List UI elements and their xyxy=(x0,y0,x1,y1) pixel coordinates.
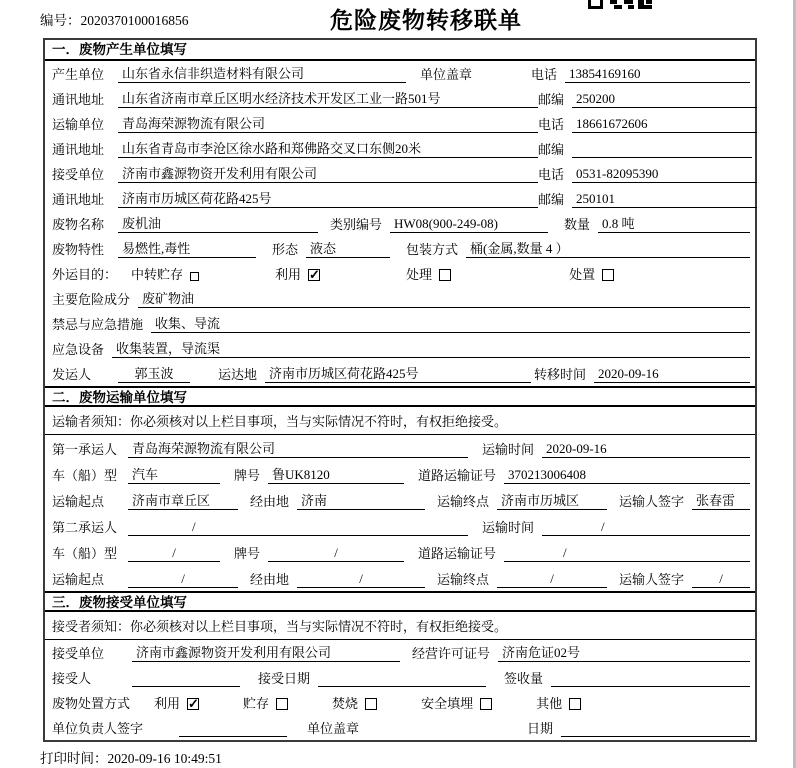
producer-value: 山东省永信非织造材料有限公司 xyxy=(118,66,406,83)
trait-value: 易燃性,毒性 xyxy=(118,241,256,258)
route1-row xyxy=(45,487,755,513)
acceptor-label: 接受人 xyxy=(52,671,92,686)
plate1-label: 牌号 xyxy=(234,468,261,483)
address3-value: 济南市历城区荷花路425号 xyxy=(118,191,538,208)
zip2-value xyxy=(572,141,752,158)
address1-value: 山东省济南市章丘区明水经济技术开发区工业一路501号 xyxy=(118,91,538,108)
section-transporter xyxy=(45,386,755,591)
address2-value: 山东省青岛市李沧区徐水路和郑佛路交叉口东侧20米 xyxy=(118,141,538,158)
receiver-address-row xyxy=(45,186,755,211)
transporter-notice-label: 运输者须知： xyxy=(52,414,131,429)
disposal-incinerate-label: 焚烧 xyxy=(332,696,359,711)
disposal-landfill-label: 安全填埋 xyxy=(421,696,474,711)
vehicle1-label: 车（船）型 xyxy=(52,468,118,483)
waste-name-row xyxy=(45,211,755,236)
transfer-date-value: 2020-09-16 xyxy=(594,366,750,383)
equipment-label: 应急设备 xyxy=(52,342,105,357)
unit-seal-label: 单位盖章 xyxy=(420,67,473,82)
receiver-value: 济南市鑫源物资开发利用有限公司 xyxy=(118,166,538,183)
sign2-value: / xyxy=(692,571,750,588)
section-receiver xyxy=(45,591,755,740)
transporter-value: 青岛海荣源物流有限公司 xyxy=(118,116,538,133)
purpose-dispose-checkbox xyxy=(602,269,614,281)
purpose-treat-label: 处理 xyxy=(406,267,433,282)
manager-sign-value xyxy=(179,720,287,737)
transporter-label: 运输单位 xyxy=(52,117,105,132)
state-value: 液态 xyxy=(306,241,390,258)
purpose-dispose-label: 处置 xyxy=(569,267,596,282)
accept-date-value xyxy=(318,670,486,687)
hazard-value: 废矿物油 xyxy=(138,291,750,308)
address1-label: 通讯地址 xyxy=(52,92,105,107)
shipper-value: 郭玉波 xyxy=(118,366,190,383)
carrier2-label: 第二承运人 xyxy=(52,520,118,535)
purpose-treat-checkbox xyxy=(439,269,451,281)
address3-label: 通讯地址 xyxy=(52,192,105,207)
vehicle1-value: 汽车 xyxy=(128,467,220,484)
packaging-label: 包装方式 xyxy=(406,242,459,257)
origin2-value: / xyxy=(128,571,238,588)
purpose-option-dispose xyxy=(569,266,614,283)
disposal-method-row xyxy=(45,690,755,715)
time1-value: 2020-09-16 xyxy=(542,441,750,458)
document-header xyxy=(0,0,796,38)
origin2-label: 运输起点 xyxy=(52,572,105,587)
hazard-label: 主要危险成分 xyxy=(52,292,131,307)
permit2-label: 道路运输证号 xyxy=(418,546,497,561)
qr-code-fragment-icon xyxy=(588,0,652,9)
signed-qty-label: 签收量 xyxy=(504,671,544,686)
manager-sign-row xyxy=(45,715,755,740)
producer-row xyxy=(45,61,755,86)
origin1-value: 济南市章丘区 xyxy=(128,493,238,510)
shipper-label: 发运人 xyxy=(52,367,92,382)
disposal-option-store xyxy=(243,695,288,712)
waste-trait-row xyxy=(45,236,755,261)
section-producer xyxy=(45,40,755,386)
receiver-notice-label: 接受者须知： xyxy=(52,619,131,634)
plate2-label: 牌号 xyxy=(234,546,261,561)
print-time xyxy=(40,747,796,767)
time2-label: 运输时间 xyxy=(482,520,535,535)
time2-value: / xyxy=(542,519,750,536)
via2-label: 经由地 xyxy=(250,572,290,587)
signed-qty-value xyxy=(551,670,750,687)
producer-address-row xyxy=(45,86,755,111)
purpose-label: 外运目的： xyxy=(52,267,118,282)
section3-title: 三．废物接受单位填写 xyxy=(45,591,755,612)
via1-value: 济南 xyxy=(297,493,425,510)
disposal-landfill-checkbox xyxy=(480,698,492,710)
transporter-address-row xyxy=(45,136,755,161)
purpose-transit-label: 中转贮存 xyxy=(131,267,184,282)
receiver-notice-row xyxy=(45,612,755,640)
via2-value: / xyxy=(297,571,425,588)
manifest-form xyxy=(43,38,757,742)
page-title: 危险废物转移联单 xyxy=(330,7,522,33)
transporter-row xyxy=(45,111,755,136)
taboo-value: 收集、导流 xyxy=(151,316,750,333)
section2-title: 二．废物运输单位填写 xyxy=(45,386,755,407)
transfer-purpose-row xyxy=(45,261,755,286)
license-label: 经营许可证号 xyxy=(412,646,491,661)
acceptor-row xyxy=(45,665,755,690)
serial-number xyxy=(40,9,189,29)
category-value: HW08(900-249-08) xyxy=(390,216,548,233)
vehicle1-row xyxy=(45,461,755,487)
phone1-value: 13854169160 xyxy=(565,66,750,83)
accept-unit-value: 济南市鑫源物资开发利用有限公司 xyxy=(132,645,400,662)
time1-label: 运输时间 xyxy=(482,442,535,457)
waste-name-value: 废机油 xyxy=(118,216,318,233)
section1-title: 一．废物产生单位填写 xyxy=(45,40,755,61)
carrier1-value: 青岛海荣源物流有限公司 xyxy=(128,441,468,458)
disposal-use-label: 利用 xyxy=(154,696,181,711)
quantity-value: 0.8 吨 xyxy=(598,216,750,233)
date-label: 日期 xyxy=(527,721,554,736)
license-value: 济南危证02号 xyxy=(498,645,750,662)
purpose-use-label: 利用 xyxy=(275,267,302,282)
equipment-row xyxy=(45,336,755,361)
phone2-value: 18661672606 xyxy=(572,116,757,133)
unit-seal2-label: 单位盖章 xyxy=(307,721,360,736)
purpose-option-transit xyxy=(131,266,199,283)
transporter-notice-row xyxy=(45,407,755,435)
taboo-label: 禁忌与应急措施 xyxy=(52,317,144,332)
permit2-value: / xyxy=(504,545,750,562)
serial-value: 2020370100016856 xyxy=(80,13,189,28)
sign2-label: 运输人签字 xyxy=(619,572,685,587)
phone3-value: 0531-82095390 xyxy=(572,166,757,183)
trait-label: 废物特性 xyxy=(52,242,105,257)
zip2-label: 邮编 xyxy=(538,142,565,157)
manager-sign-label: 单位负责人签字 xyxy=(52,721,144,736)
phone3-label: 电话 xyxy=(538,167,565,182)
phone1-label: 电话 xyxy=(530,67,557,82)
zip1-label: 邮编 xyxy=(538,92,565,107)
sign1-label: 运输人签字 xyxy=(619,494,685,509)
carrier2-row xyxy=(45,513,755,539)
terminus1-value: 济南市历城区 xyxy=(497,493,607,510)
plate2-value: / xyxy=(268,545,404,562)
acceptor-value xyxy=(132,670,240,687)
phone2-label: 电话 xyxy=(538,117,565,132)
accept-unit-row xyxy=(45,640,755,665)
terminus2-value: / xyxy=(497,571,607,588)
disposal-store-label: 贮存 xyxy=(243,696,270,711)
carrier2-value: / xyxy=(128,519,468,536)
transporter-notice-text: 你必须核对以上栏目事项，当与实际情况不符时，有权拒绝接受。 xyxy=(130,414,508,429)
purpose-option-treat xyxy=(406,266,451,283)
accept-date-label: 接受日期 xyxy=(258,671,311,686)
vehicle2-label: 车（船）型 xyxy=(52,546,118,561)
sign1-value: 张春雷 xyxy=(692,493,750,510)
carrier1-row xyxy=(45,435,755,461)
receiver-row xyxy=(45,161,755,186)
state-label: 形态 xyxy=(272,242,299,257)
destination-value: 济南市历城区荷花路425号 xyxy=(265,366,531,383)
zip3-label: 邮编 xyxy=(538,192,565,207)
equipment-value: 收集装置，导流渠 xyxy=(112,341,750,358)
disposal-option-other xyxy=(536,695,581,712)
terminus1-label: 运输终点 xyxy=(437,494,490,509)
route2-row xyxy=(45,565,755,591)
zip3-value: 250101 xyxy=(572,191,757,208)
zip1-value: 250200 xyxy=(572,91,757,108)
plate1-value: 鲁UK8120 xyxy=(268,467,404,484)
origin1-label: 运输起点 xyxy=(52,494,105,509)
disposal-use-checkbox-checked xyxy=(187,698,199,710)
receiver-label: 接受单位 xyxy=(52,167,105,182)
disposal-label: 废物处置方式 xyxy=(52,696,131,711)
taboo-row xyxy=(45,311,755,336)
print-time-label: 打印时间： xyxy=(40,751,108,766)
receiver-notice-text: 你必须核对以上栏目事项，当与实际情况不符时，有权拒绝接受。 xyxy=(130,619,508,634)
waste-name-label: 废物名称 xyxy=(52,217,105,232)
vehicle2-value: / xyxy=(128,545,220,562)
via1-label: 经由地 xyxy=(250,494,290,509)
category-label: 类别编号 xyxy=(330,217,383,232)
packaging-value: 桶(金属,数量 4 ） xyxy=(466,241,750,258)
disposal-option-use xyxy=(154,695,199,712)
quantity-label: 数量 xyxy=(564,217,591,232)
shipper-row xyxy=(45,361,755,386)
terminus2-label: 运输终点 xyxy=(437,572,490,587)
permit1-value: 370213006408 xyxy=(504,467,750,484)
address2-label: 通讯地址 xyxy=(52,142,105,157)
disposal-option-incinerate xyxy=(332,695,377,712)
disposal-incinerate-checkbox xyxy=(365,698,377,710)
print-time-value: 2020-09-16 10:49:51 xyxy=(107,751,222,766)
hazard-row xyxy=(45,286,755,311)
disposal-other-label: 其他 xyxy=(536,696,563,711)
permit1-label: 道路运输证号 xyxy=(418,468,497,483)
date-value xyxy=(561,720,750,737)
transfer-date-label: 转移时间 xyxy=(533,367,586,382)
vehicle2-row xyxy=(45,539,755,565)
carrier1-label: 第一承运人 xyxy=(52,442,118,457)
purpose-transit-checkbox xyxy=(190,272,199,281)
destination-label: 运达地 xyxy=(218,367,258,382)
disposal-store-checkbox xyxy=(276,698,288,710)
purpose-use-checkbox-checked xyxy=(308,269,320,281)
disposal-option-landfill xyxy=(421,695,492,712)
producer-label: 产生单位 xyxy=(52,67,105,82)
serial-label: 编号： xyxy=(40,13,81,28)
disposal-other-checkbox xyxy=(569,698,581,710)
purpose-option-use xyxy=(275,266,320,283)
accept-unit-label: 接受单位 xyxy=(52,646,105,661)
